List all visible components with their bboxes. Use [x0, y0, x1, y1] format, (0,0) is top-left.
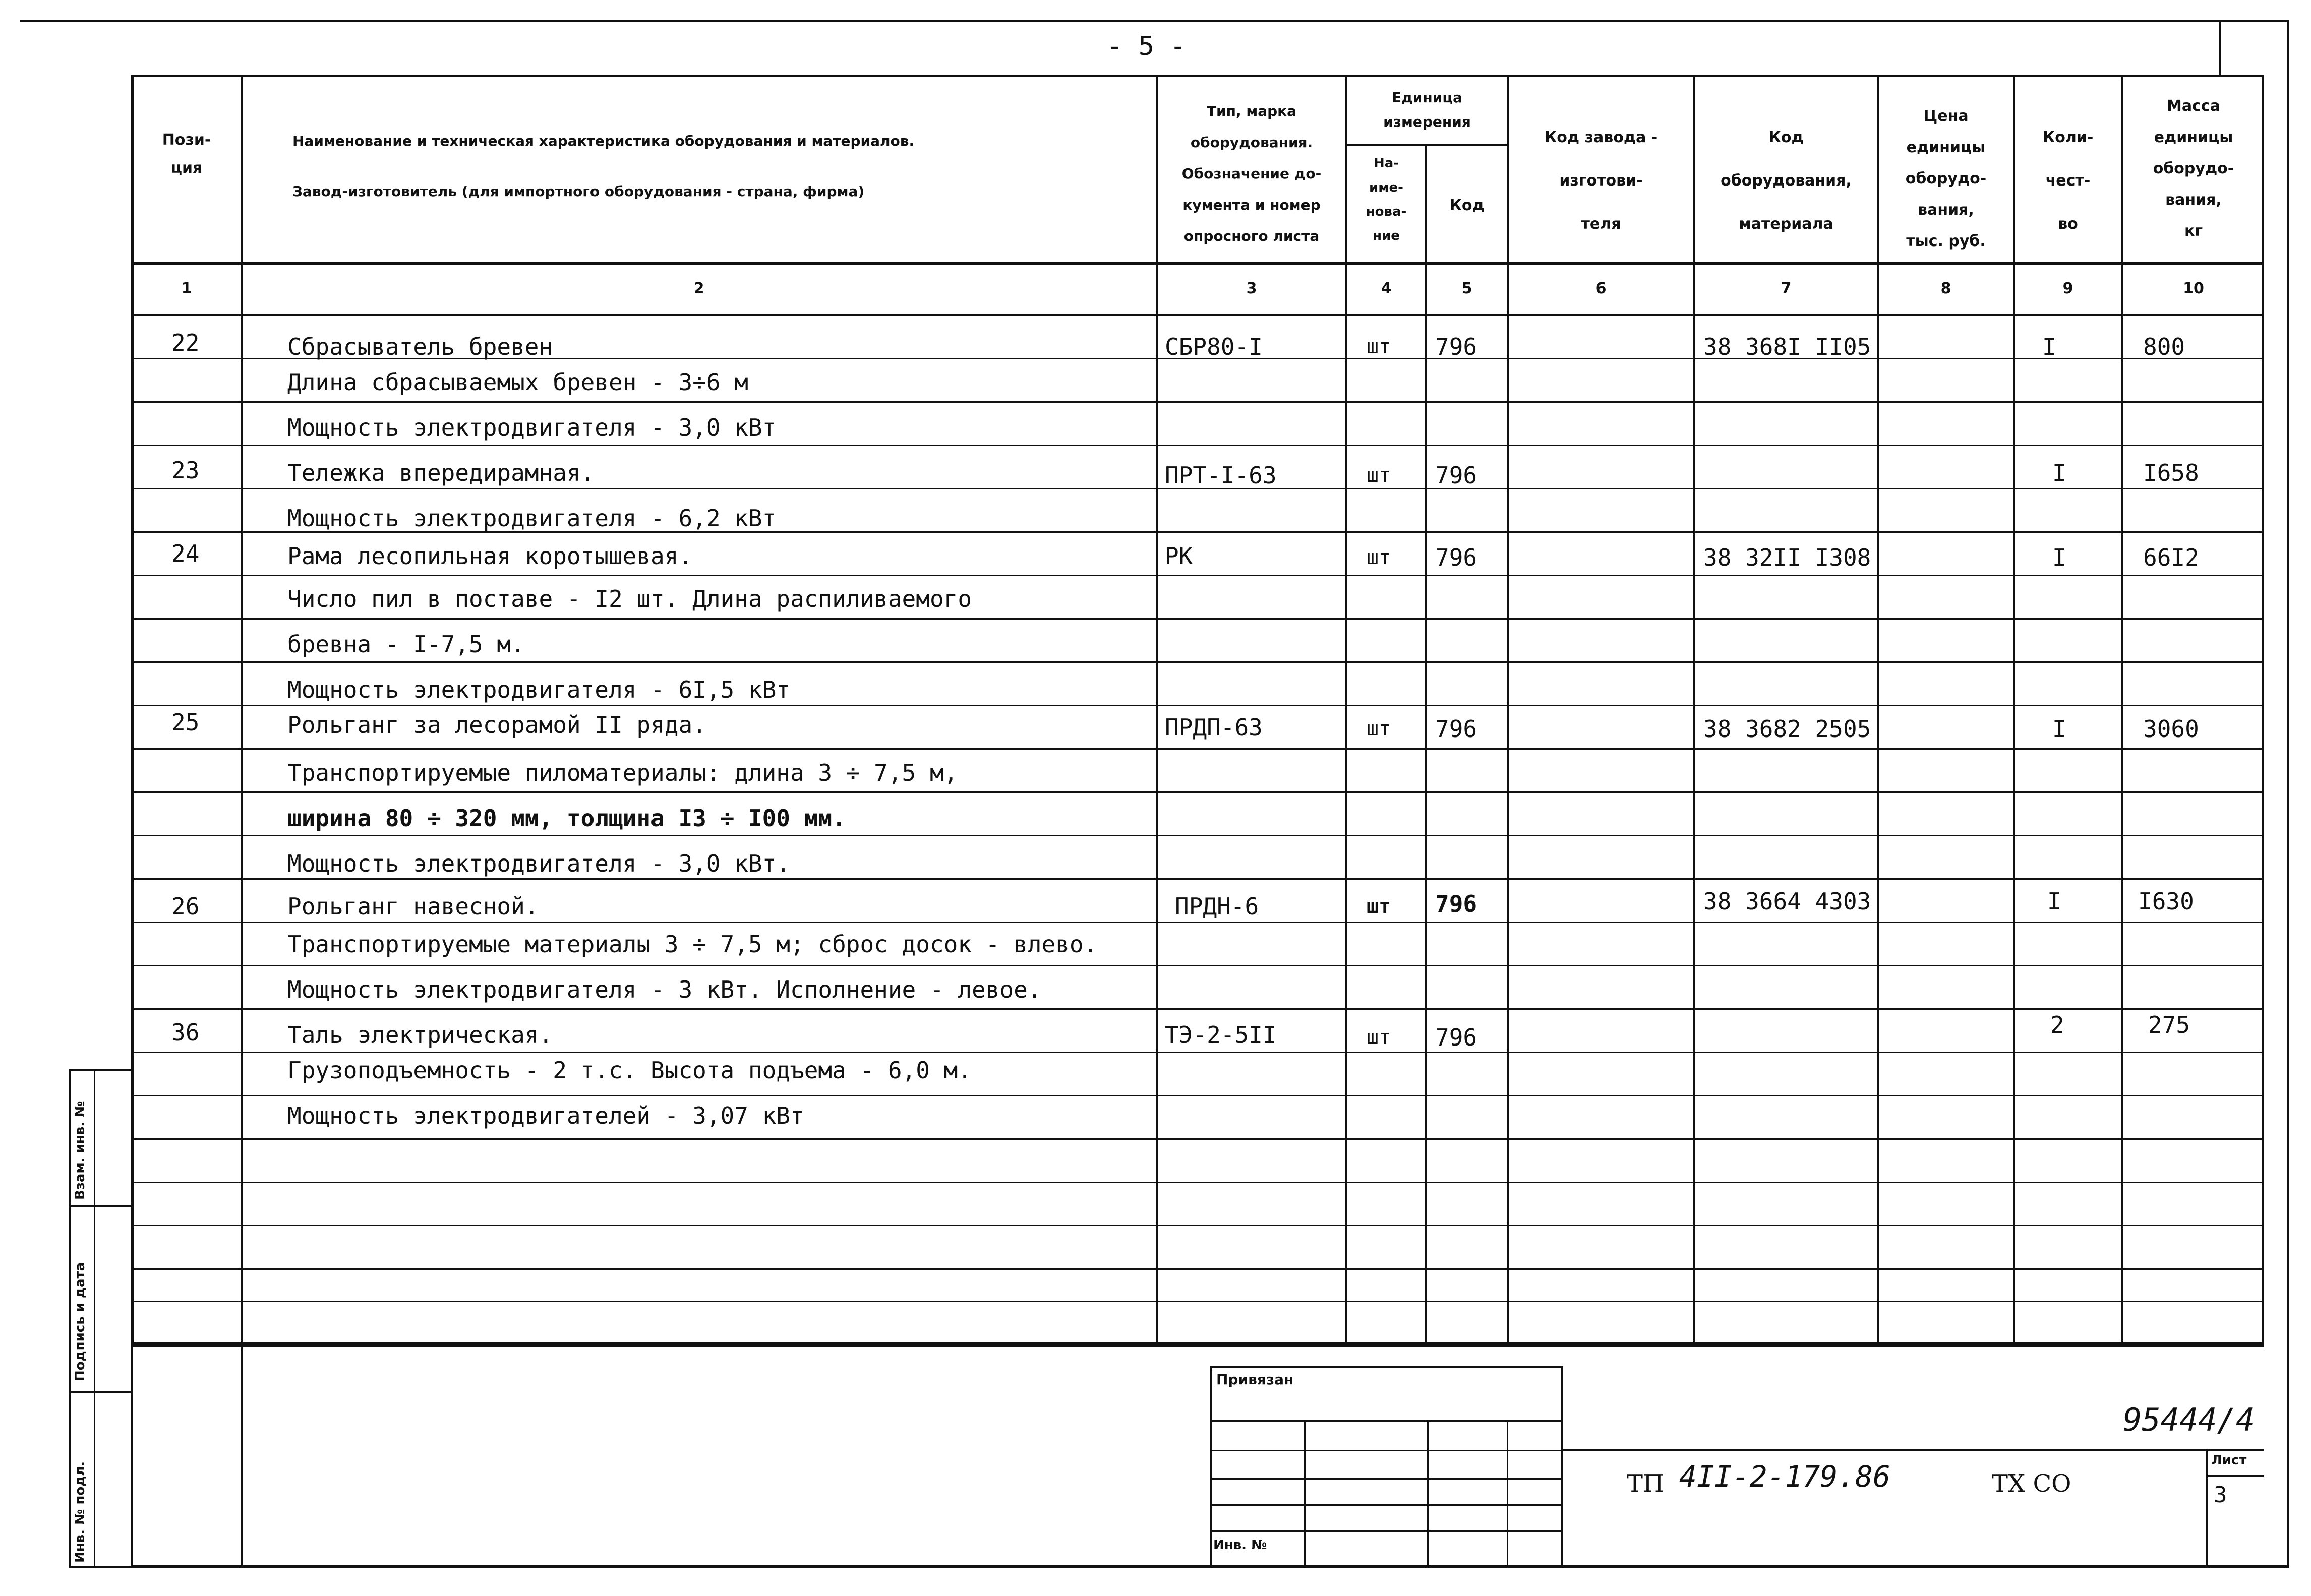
colnum-5: 5 — [1461, 280, 1472, 297]
side-label-podpis: Подпись и дата — [73, 1262, 88, 1381]
item-23-desc-1: Мощность электродвигателя - 6,2 кВт — [287, 505, 777, 532]
row-line — [131, 922, 2264, 923]
item-22-mass: 800 — [2143, 333, 2185, 360]
header-mass: Масса единицы оборудо- вания, кг — [2153, 97, 2234, 240]
item-24-equip-code: 38 32II I308 — [1703, 544, 1871, 571]
privyazan-label: Привязан — [1216, 1371, 1294, 1388]
sheet-label: Лист — [2211, 1453, 2247, 1468]
col-line-2 — [1156, 75, 1158, 1345]
row-line — [131, 661, 2264, 663]
header-qty: Коли- чест- во — [2042, 129, 2094, 233]
privyazan-line — [1210, 1450, 1563, 1451]
item-22-qty: I — [2042, 333, 2056, 360]
archive-number: 95444/4 — [2123, 1401, 2255, 1438]
row-line — [131, 965, 2264, 966]
row-line — [131, 401, 2264, 403]
side-label-vzam: Взам. инв. № — [73, 1101, 88, 1200]
item-22-desc-1: Длина сбрасываемых бревен - 3÷6 м — [287, 369, 748, 396]
privyazan-line — [1210, 1478, 1563, 1480]
side-stamp-hline — [69, 1205, 133, 1207]
colnum-7: 7 — [1781, 280, 1792, 297]
item-26-name: Рольганг навесной. — [287, 893, 539, 920]
row-line — [131, 575, 2264, 576]
row-line — [131, 1182, 2264, 1183]
header-equip-code: Код оборудования, материала — [1721, 129, 1852, 233]
colnum-2: 2 — [693, 280, 704, 297]
header-price: Цена единицы оборудо- вания, тыс. руб. — [1905, 107, 1987, 250]
item-36-type: ТЭ-2-5II — [1165, 1021, 1277, 1049]
item-25-desc-3: Мощность электродвигателя - 3,0 кВт. — [287, 850, 790, 877]
row-line — [131, 1138, 2264, 1140]
item-24-pos: 24 — [171, 540, 200, 567]
row-line — [131, 1268, 2264, 1270]
item-24-type: РК — [1165, 542, 1193, 570]
item-23-type: ПРТ-I-63 — [1165, 462, 1277, 489]
item-24-code: 796 — [1435, 544, 1477, 571]
item-26-desc-1: Транспортируемые материалы 3 ÷ 7,5 м; сброс досок - влево. — [287, 931, 1098, 958]
privyazan-line — [1210, 1530, 1563, 1532]
item-23-qty: I — [2052, 459, 2066, 486]
item-24-desc-3: Мощность электродвигателя - 6I,5 кВт — [287, 676, 790, 703]
row-line — [131, 618, 2264, 620]
col-line-9 — [2121, 75, 2123, 1345]
colnum-3: 3 — [1246, 280, 1257, 297]
item-25-desc-2: ширина 80 ÷ 320 мм, толщина I3 ÷ I00 мм. — [287, 805, 846, 832]
item-24-mass: 66I2 — [2143, 544, 2199, 571]
side-stamp-hline — [69, 1391, 133, 1393]
header-unit-code: Код — [1449, 197, 1485, 214]
row-line — [131, 835, 2264, 836]
item-26-equip-code: 38 3664 4303 — [1703, 888, 1871, 915]
page-number: - 5 - — [1107, 31, 1186, 62]
item-23-unit: шт — [1367, 464, 1391, 487]
row-line — [131, 878, 2264, 880]
item-25-type: ПРДП-63 — [1165, 714, 1263, 741]
row-line — [131, 1052, 2264, 1053]
sheet-box-line — [2206, 1449, 2208, 1568]
colnum-9: 9 — [2062, 280, 2073, 297]
item-25-unit: шт — [1367, 717, 1391, 741]
item-26-pos: 26 — [171, 893, 200, 920]
item-24-desc-2: бревна - I-7,5 м. — [287, 631, 525, 658]
item-23-name: Тележка впередирамная. — [287, 459, 595, 486]
item-22-pos: 22 — [171, 329, 200, 356]
item-23-code: 796 — [1435, 462, 1477, 489]
item-25-equip-code: 38 3682 2505 — [1703, 715, 1871, 743]
colnum-10: 10 — [2183, 280, 2204, 297]
item-26-qty: I — [2047, 888, 2061, 915]
item-26-desc-2: Мощность электродвигателя - 3 кВт. Исполнение - левое. — [287, 976, 1042, 1003]
item-23-pos: 23 — [171, 457, 200, 484]
header-bottom-line — [131, 262, 2264, 265]
col-line-8 — [2013, 75, 2015, 1345]
item-36-name: Таль электрическая. — [287, 1021, 553, 1049]
doc-code: 4II-2-179.86 — [1679, 1459, 1891, 1494]
row-line — [131, 1008, 2264, 1010]
item-24-name: Рама лесопильная коротышевая. — [287, 542, 693, 570]
item-22-equip-code: 38 368I II05 — [1703, 333, 1871, 360]
item-36-code: 796 — [1435, 1024, 1477, 1051]
row-line — [131, 705, 2264, 706]
header-unit-name: На- име- нова- ние — [1366, 156, 1407, 243]
colnum-1: 1 — [181, 280, 192, 297]
row-line — [131, 1301, 2264, 1302]
item-22-type: СБР80-I — [1165, 333, 1263, 360]
sheet-number: 3 — [2214, 1482, 2227, 1508]
row-line — [131, 1225, 2264, 1226]
colnum-6: 6 — [1595, 280, 1607, 297]
item-26-type: ПРДН-6 — [1175, 893, 1259, 920]
header-name: Наименование и техническая характеристика оборудования и материалов. Завод-изготовитель (для импортного оборудования - страна, фирма) — [292, 133, 915, 200]
item-22-code: 796 — [1435, 333, 1477, 360]
item-25-qty: I — [2052, 715, 2066, 743]
item-24-qty: I — [2052, 544, 2066, 571]
item-36-qty: 2 — [2050, 1011, 2064, 1038]
privyazan-vline — [1427, 1420, 1429, 1568]
item-25-desc-1: Транспортируемые пиломатериалы: длина 3 ÷ 7,5 м, — [287, 759, 958, 786]
item-24-desc-1: Число пил в поставе - I2 шт. Длина распиливаемого — [287, 585, 972, 612]
titleblock-top-line — [131, 1345, 2264, 1347]
item-22-unit: шт — [1367, 335, 1391, 358]
col-line-1 — [241, 75, 243, 1345]
item-25-mass: 3060 — [2143, 715, 2199, 743]
header-pos: Пози- ция — [162, 131, 211, 177]
col-line-4 — [1425, 144, 1427, 1345]
colnum-4: 4 — [1381, 280, 1392, 297]
item-36-desc-1: Грузоподъемность - 2 т.с. Высота подъема - 6,0 м. — [287, 1057, 972, 1084]
doc-code-prefix: ТП — [1627, 1469, 1664, 1498]
header-type: Тип, марка оборудования. Обозначение до- кумента и номер опросного листа — [1181, 103, 1322, 244]
col-line-6 — [1693, 75, 1695, 1345]
right-margin-line — [2219, 20, 2221, 76]
col-line-3 — [1345, 75, 1347, 1345]
header-maker-code: Код завода - изготови- теля — [1544, 129, 1658, 233]
colnum-8: 8 — [1940, 280, 1951, 297]
item-36-desc-2: Мощность электродвигателей - 3,07 кВт — [287, 1102, 804, 1129]
row-line — [131, 445, 2264, 446]
side-stamp-vline — [94, 1069, 95, 1568]
top-border-line — [20, 20, 2289, 22]
item-24-unit: шт — [1367, 546, 1391, 569]
unit-split-line — [1346, 144, 1508, 146]
colnum-bottom-line — [131, 314, 2264, 316]
row-line — [131, 1095, 2264, 1096]
row-line — [131, 748, 2264, 750]
item-25-pos: 25 — [171, 709, 200, 736]
item-25-code: 796 — [1435, 715, 1477, 743]
col-line-5 — [1507, 75, 1509, 1345]
doc-code-line — [1563, 1449, 2264, 1451]
sheet-box-divider — [2206, 1475, 2264, 1477]
inv-no-label: Инв. № — [1213, 1538, 1267, 1553]
titleblock-left-line — [241, 1345, 243, 1568]
item-36-pos: 36 — [171, 1019, 200, 1046]
privyazan-vline — [1507, 1420, 1508, 1568]
item-36-unit: шт — [1367, 1026, 1391, 1049]
header-unit-group: Единица измерения — [1383, 89, 1471, 130]
privyazan-line — [1210, 1420, 1563, 1422]
doc-section: ТХ СО — [1992, 1469, 2071, 1498]
item-23-mass: I658 — [2143, 459, 2199, 486]
item-22-desc-2: Мощность электродвигателя - 3,0 кВт — [287, 414, 777, 441]
item-22-name: Сбрасыватель бревен — [287, 333, 553, 360]
item-26-code: 796 — [1435, 890, 1477, 917]
col-line-7 — [1877, 75, 1879, 1345]
side-label-inv-podl: Инв. № подл. — [73, 1461, 88, 1563]
item-26-mass: I630 — [2138, 888, 2194, 915]
item-25-name: Рольганг за лесорамой II ряда. — [287, 711, 706, 739]
privyazan-line — [1210, 1504, 1563, 1506]
row-line — [131, 791, 2264, 793]
item-36-mass: 275 — [2148, 1011, 2190, 1038]
item-26-unit: шт — [1367, 895, 1391, 918]
spec-table — [131, 75, 2264, 1345]
privyazan-vline — [1304, 1420, 1306, 1568]
